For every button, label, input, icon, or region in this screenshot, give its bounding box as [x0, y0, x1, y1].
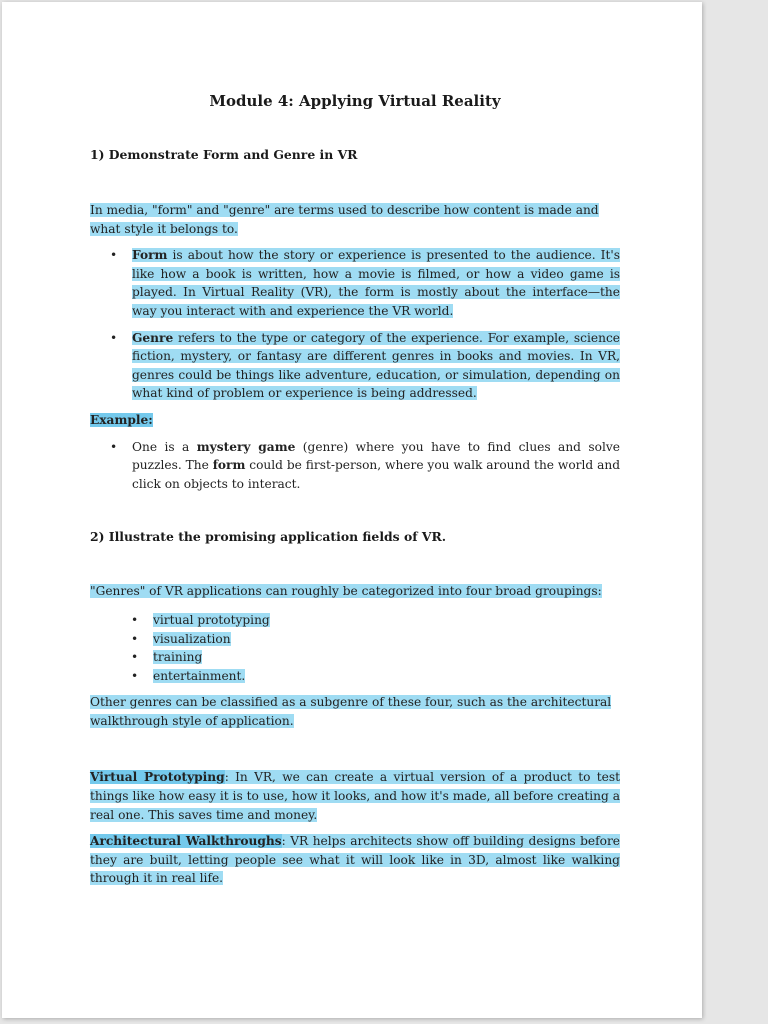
example-bold-2: form: [212, 458, 246, 473]
example-list-item: [90, 438, 620, 494]
genre-item-text: training: [153, 650, 203, 665]
example-label-row: [90, 411, 620, 430]
genre-description: refers to the type or category of the experience. For example, science fiction, mystery, or fantasy are different genres in books and movies. In VR, genres could be things like adventure, education, or simulation, depending on what kind of problem or experience is being addressed.: [132, 330, 620, 401]
genres-list: [90, 611, 620, 685]
architectural-walkthroughs-paragraph: [90, 832, 620, 888]
virtual-prototyping-text: : In VR, we can create a virtual version of a product to test things like how easy it is to use, how it looks, and how it's made, all before creating a real one. This saves time and money.: [90, 770, 620, 822]
document-page: [2, 2, 702, 1018]
document-body: [90, 90, 620, 888]
genre-item: [90, 648, 620, 667]
genre-item-text: virtual prototyping: [153, 612, 270, 627]
intro-text: In media, "form" and "genre" are terms used to describe how content is made and what style it belongs to.: [90, 203, 599, 236]
other-genres-paragraph: [90, 693, 620, 730]
example-bold-1: mystery game: [196, 439, 296, 454]
section-1-heading: 1) Demonstrate Form and Genre in VR: [90, 147, 358, 162]
example-text-2: (genre) where you have to find clues and solve puzzles. The: [132, 439, 620, 473]
section-2-intro-text: "Genres" of VR applications can roughly be categorized into four broad groupings:: [90, 584, 602, 599]
section-2-heading: 2) Illustrate the promising application fields of VR.: [90, 529, 447, 545]
example-text-1: One is a: [132, 439, 197, 454]
form-term: Form: [132, 248, 168, 263]
other-genres-text: Other genres can be classified as a subgenre of these four, such as the architectural walkthrough style of application.: [90, 695, 612, 728]
section-2-intro: [90, 582, 620, 601]
form-genre-list: [90, 246, 620, 403]
genre-item-text: entertainment.: [153, 668, 246, 683]
architectural-walkthroughs-term: Architectural Walkthroughs: [90, 834, 282, 849]
form-list-item: [90, 246, 620, 320]
example-list: [90, 438, 620, 494]
genre-item: [90, 630, 620, 649]
genre-list-item: [90, 329, 620, 403]
virtual-prototyping-paragraph: [90, 768, 620, 824]
genre-item: [90, 667, 620, 686]
virtual-prototyping-term: Virtual Prototyping: [90, 770, 225, 785]
example-label: Example:: [90, 412, 153, 427]
form-description: is about how the story or experience is presented to the audience. It's like how a book is written, how a movie is filmed, or how a video game is played. In Virtual Reality (VR), the form is mostly about the interface—the way you interact with and experience the VR world.: [132, 248, 620, 318]
section-1-intro: [90, 201, 620, 238]
architectural-walkthroughs-text: : VR helps architects show off building designs before they are built, letting people see what it will look like in 3D, almost like walking through it in real life.: [90, 834, 620, 886]
genre-item-text: visualization: [153, 631, 231, 646]
document-title: Module 4: Applying Virtual Reality: [209, 92, 501, 110]
example-text-3: could be first-person, where you walk around the world and click on objects to interact.: [132, 458, 620, 491]
genre-item: [90, 611, 620, 630]
genre-term: Genre: [132, 330, 174, 345]
